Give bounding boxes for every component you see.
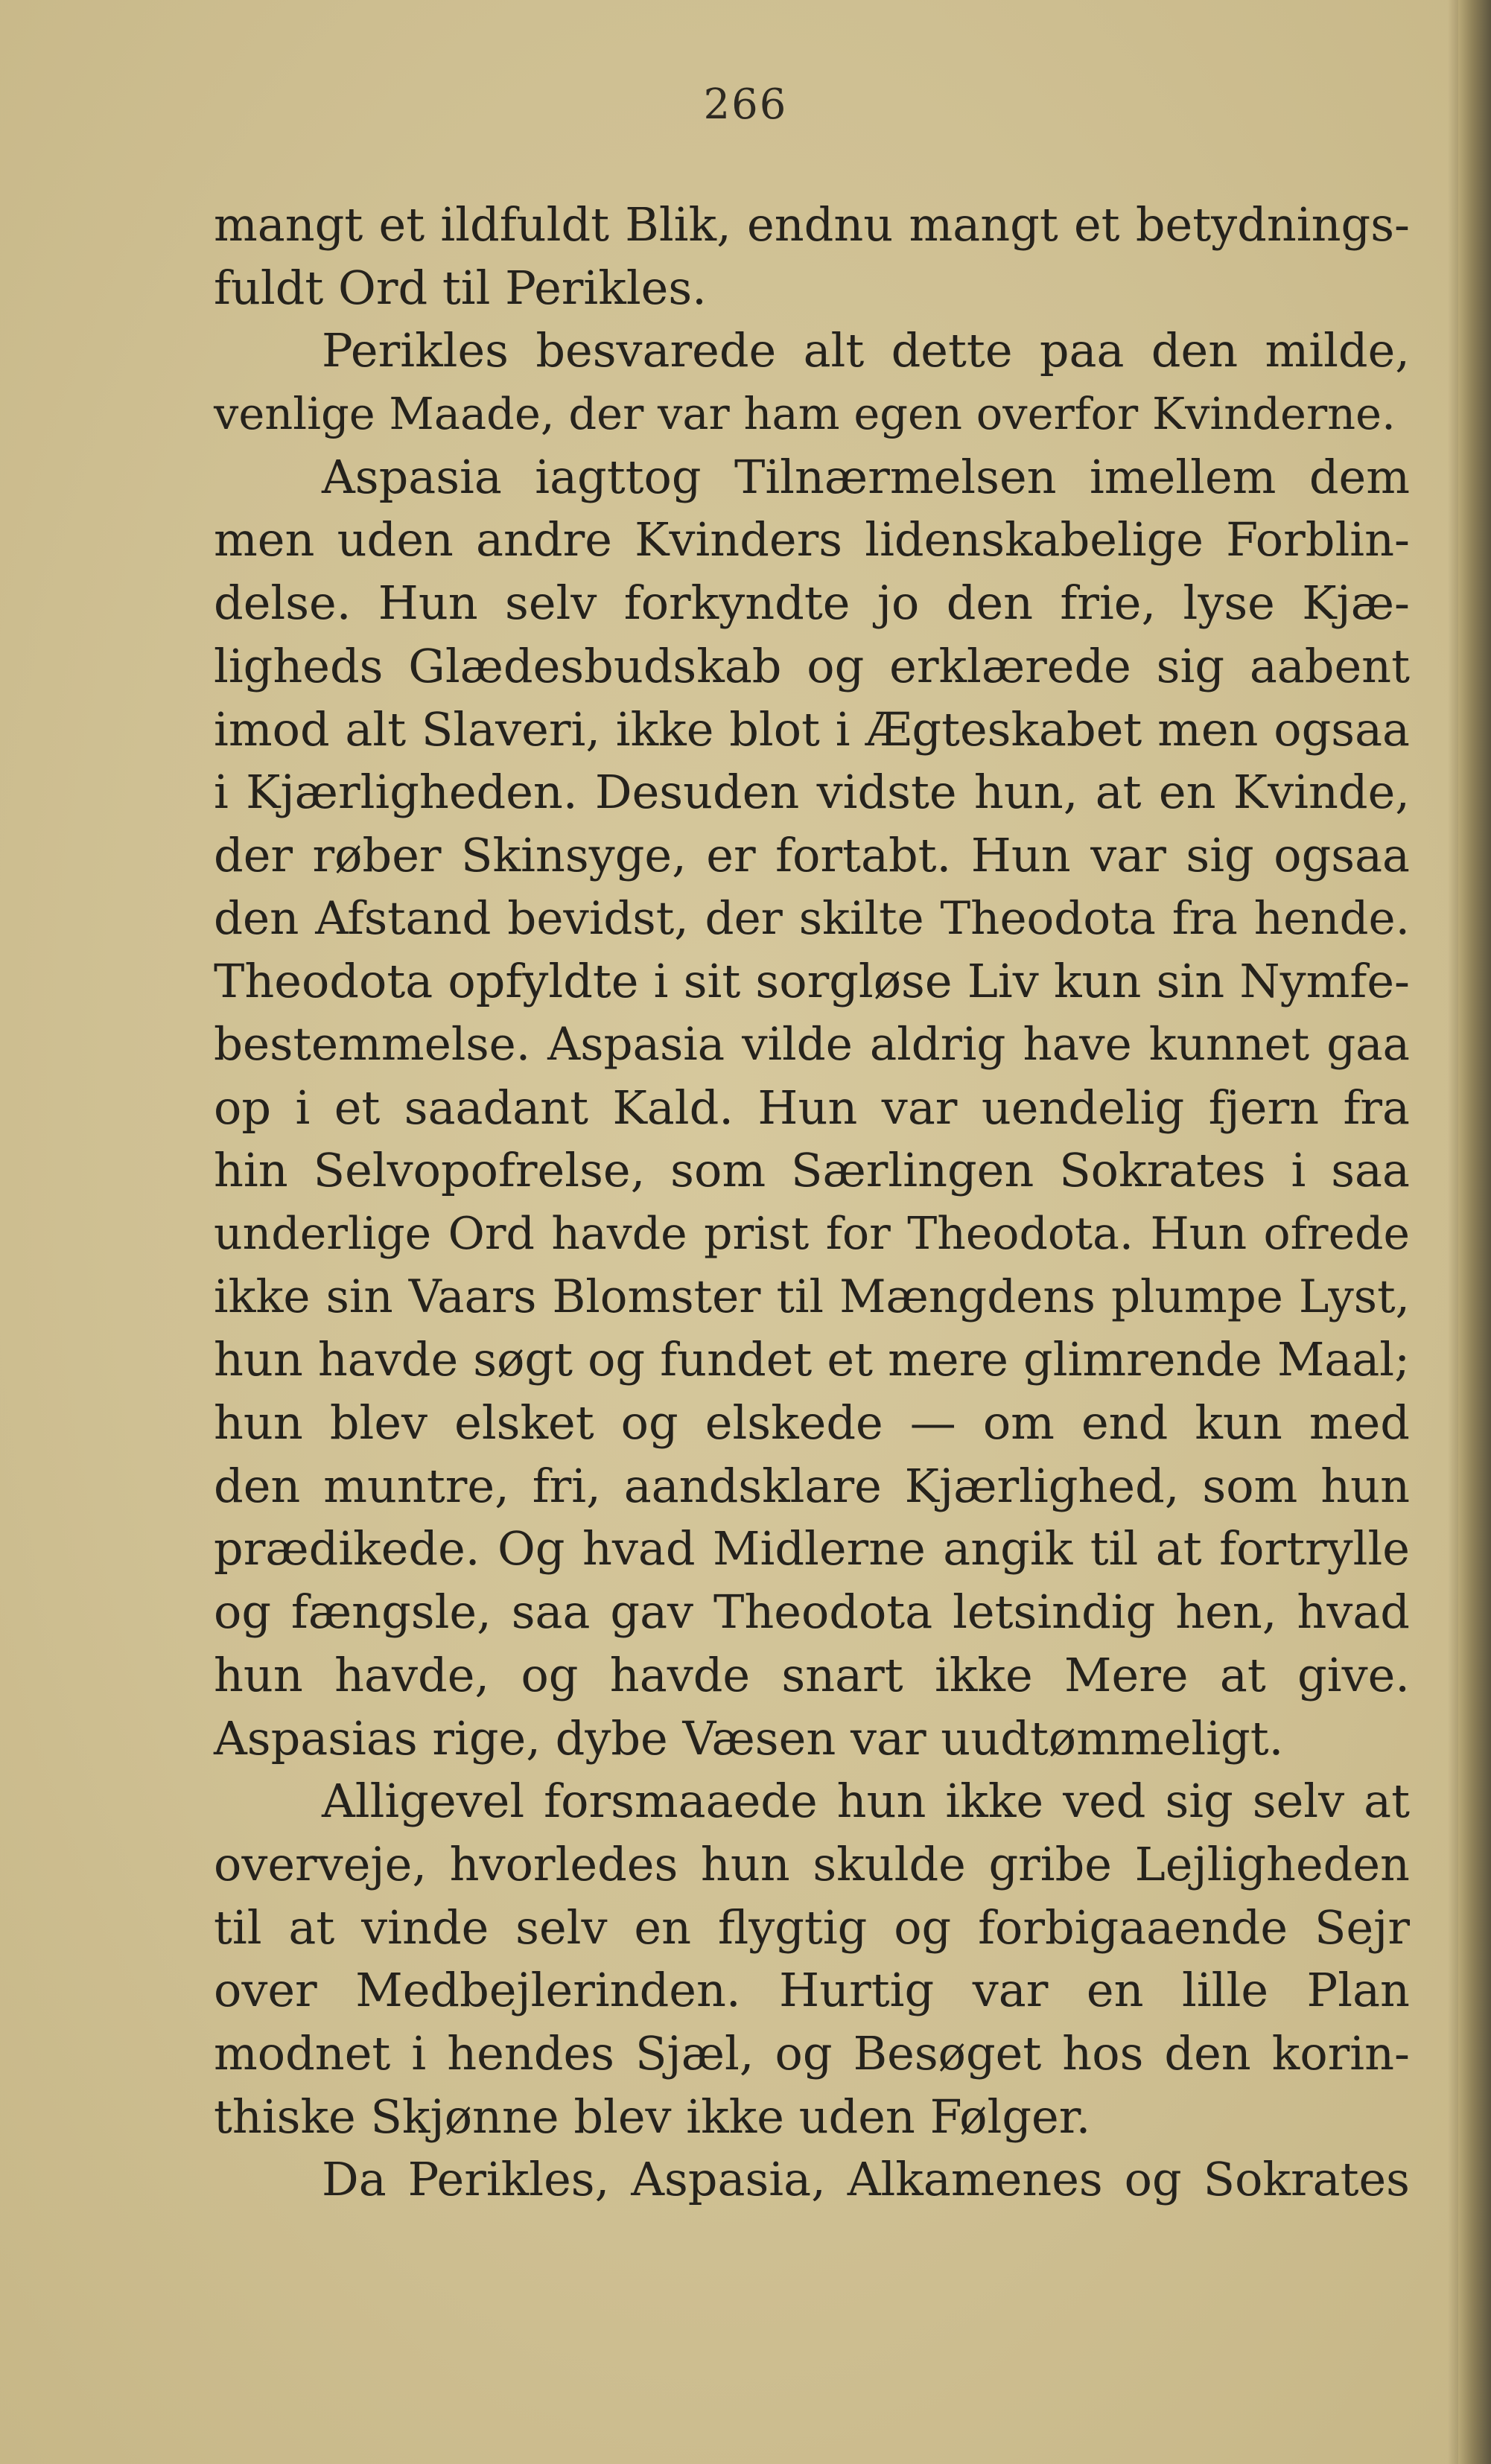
page-number: 266 [703,80,788,129]
text-line: til at vinde selv en flygtig og forbigaaende Sejr [214,1900,1410,1955]
text-line: hun blev elsket og elskede — om end kun med [214,1395,1410,1451]
text-line: Alligevel forsmaaede hun ikke ved sig selv at [322,1774,1410,1829]
text-line: Da Perikles, Aspasia, Alkamenes og Sokrates [322,2152,1410,2207]
text-line: hun havde, og havde snart ikke Mere at give. [214,1647,1410,1702]
text-line: og fængsle, saa gav Theodota letsindig hen, hvad [214,1585,1410,1640]
text-line: Perikles besvarede alt dette paa den milde, [322,323,1410,378]
text-line: Theodota opfyldte i sit sorgløse Liv kun sin Nymfe- [214,954,1410,1009]
text-line: prædikede. Og hvad Midlerne angik til at fortrylle [214,1521,1410,1576]
text-line: ligheds Glædesbudskab og erklærede sig aabent [214,638,1410,693]
text-line: fuldt Ord til Perikles. [214,260,707,315]
text-line: Aspasia iagttog Tilnærmelsen imellem dem [322,449,1410,504]
text-line: op i et saadant Kald. Hun var uendelig fjern fra [214,1080,1410,1135]
text-line: over Medbejlerinden. Hurtig var en lille Plan [214,1963,1410,2018]
text-line: den Afstand bevidst, der skilte Theodota fra hende. [214,891,1410,945]
text-line: Aspasias rige, dybe Væsen var uudtømmeligt. [214,1710,1284,1766]
text-line: hun havde søgt og fundet et mere glimrende Maal; [214,1332,1410,1387]
text-line: der røber Skinsyge, er fortabt. Hun var sig ogsaa [214,827,1410,882]
text-line: thiske Skjønne blev ikke uden Følger. [214,2089,1091,2144]
page-binding-edge [1458,0,1491,2464]
text-line: ikke sin Vaars Blomster til Mængdens plumpe Lyst, [214,1270,1410,1323]
text-line: delse. Hun selv forkyndte jo den frie, lyse Kjæ- [214,576,1410,631]
text-line: overveje, hvorledes hun skulde gribe Lejligheden [214,1836,1410,1891]
text-line: imod alt Slaveri, ikke blot i Ægteskabet men ogsaa [214,701,1410,757]
text-line: hin Selvopofrelse, som Særlingen Sokrates i saa [214,1143,1410,1198]
text-line: bestemmelse. Aspasia vilde aldrig have kunnet gaa [214,1017,1410,1071]
text-line: i Kjærligheden. Desuden vidste hun, at en Kvinde, [214,765,1410,820]
body-text [214,194,1410,2212]
text-line: underlige Ord havde prist for Theodota. Hun ofrede [214,1208,1410,1260]
text-line: men uden andre Kvinders lidenskabelige Forblin- [214,512,1410,567]
text-line: modnet i hendes Sjæl, og Besøget hos den korin- [214,2025,1410,2081]
text-line: venlige Maade, der var ham egen overfor Kvinderne. [214,388,1396,440]
text-line: mangt et ildfuldt Blik, endnu mangt et betydnings- [214,197,1410,252]
text-line: den muntre, fri, aandsklare Kjærlighed, som hun [214,1458,1410,1513]
